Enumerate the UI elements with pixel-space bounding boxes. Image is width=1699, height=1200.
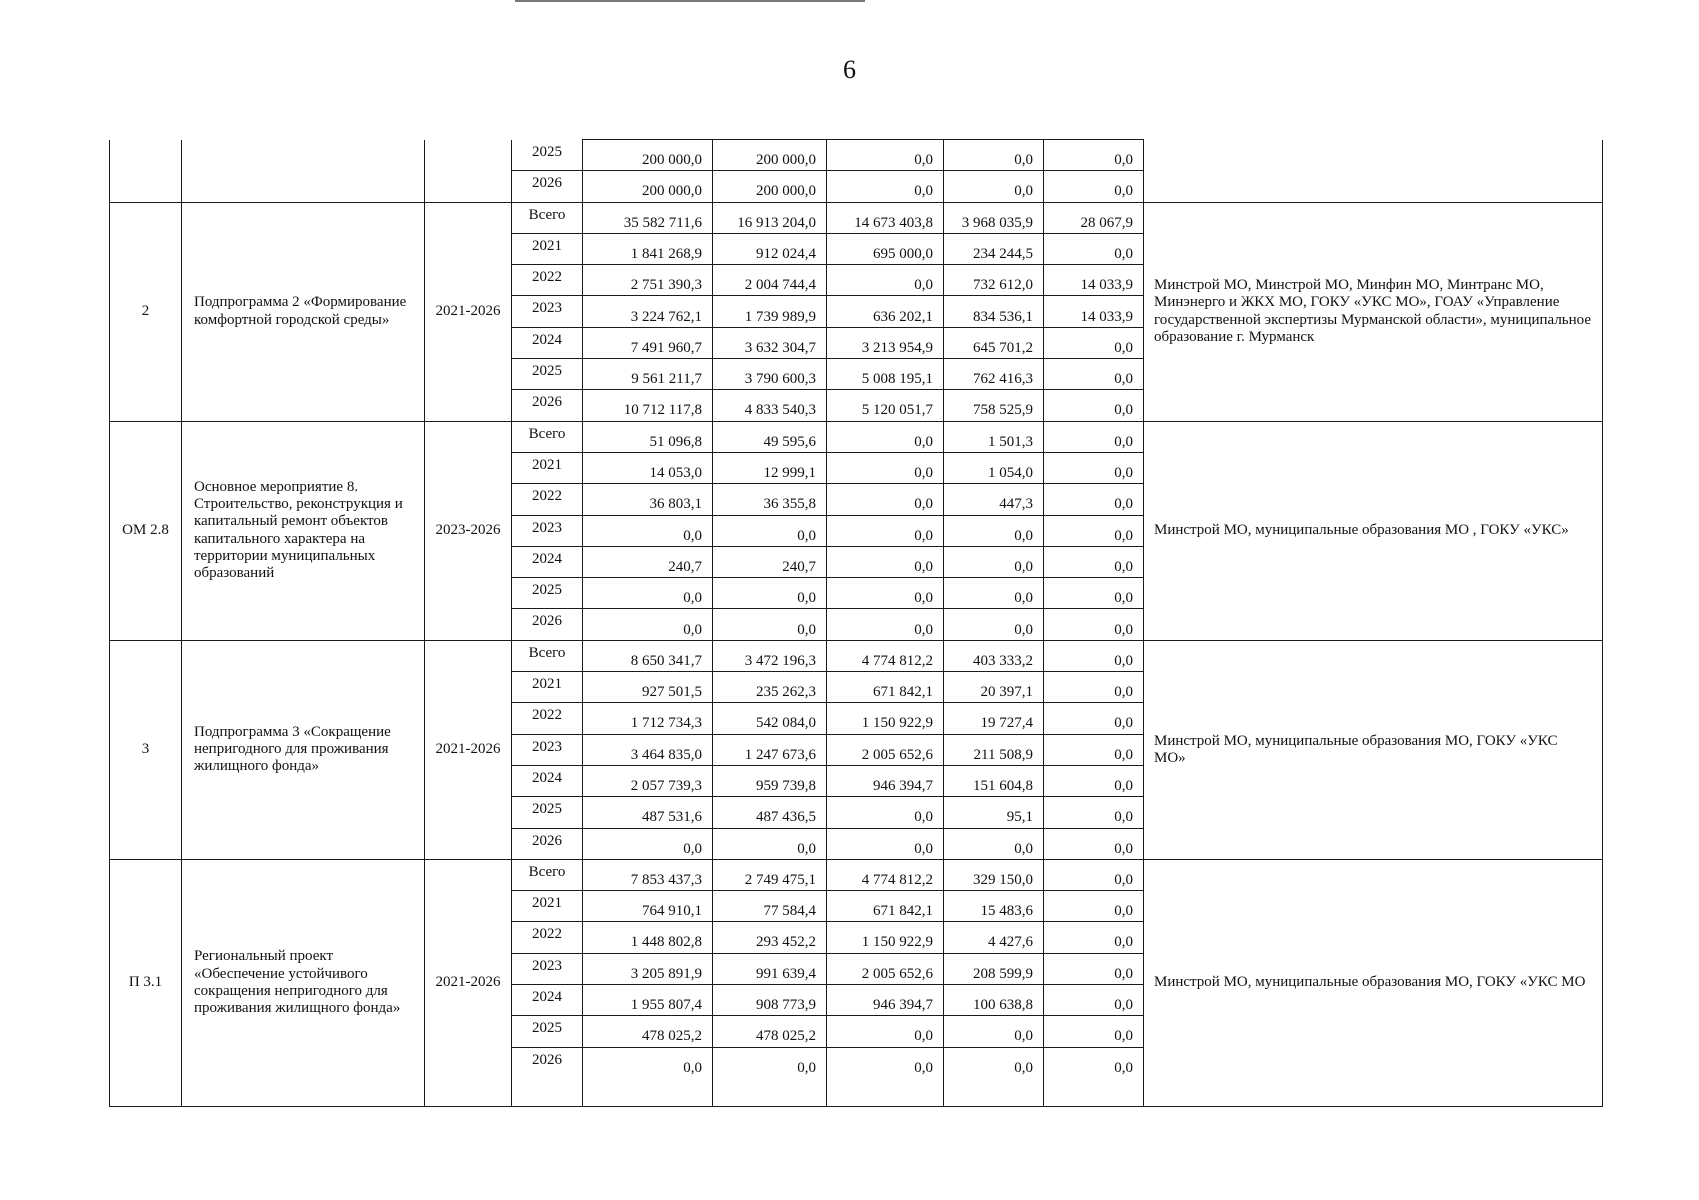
value-cell-2: 12 999,1 [713,452,827,483]
value-cell-5: 0,0 [1044,515,1144,546]
year-cell: 2022 [512,265,583,296]
value-cell-4: 0,0 [944,1047,1044,1078]
value-cell-5: 0,0 [1044,797,1144,828]
value-cell-3: 695 000,0 [827,233,944,264]
value-cell-4: 758 525,9 [944,390,1044,421]
value-cell-2: 0,0 [713,515,827,546]
value-cell-5: 28 067,9 [1044,202,1144,233]
value-cell-2: 3 632 304,7 [713,327,827,358]
value-cell-4: 1 054,0 [944,452,1044,483]
value-cell-4: 0,0 [944,171,1044,202]
table-row [110,202,1603,233]
value-cell-1: 8 650 341,7 [583,640,713,671]
value-cell-1: 1 841 268,9 [583,233,713,264]
value-cell-3: 0,0 [827,828,944,859]
value-cell-5: 0,0 [1044,233,1144,264]
value-cell-5: 0,0 [1044,452,1144,483]
value-cell-4: 0,0 [944,578,1044,609]
year-cell: 2022 [512,922,583,953]
value-cell-1: 0,0 [583,578,713,609]
value-cell-1: 7 853 437,3 [583,859,713,890]
value-cell-5: 0,0 [1044,953,1144,984]
value-cell-4: 1 501,3 [944,421,1044,452]
value-cell-3: 0,0 [827,797,944,828]
year-cell: 2024 [512,327,583,358]
spacer-cell [1044,1078,1144,1106]
top-rule [515,0,865,2]
value-cell-3: 0,0 [827,546,944,577]
value-cell-3: 671 842,1 [827,891,944,922]
value-cell-2: 235 262,3 [713,672,827,703]
value-cell-5: 0,0 [1044,390,1144,421]
implementation-period: 2021-2026 [425,640,512,859]
value-cell-5: 0,0 [1044,891,1144,922]
value-cell-3: 4 774 812,2 [827,640,944,671]
value-cell-2: 959 739,8 [713,765,827,796]
value-cell-3: 2 005 652,6 [827,953,944,984]
value-cell-4: 0,0 [944,1016,1044,1047]
value-cell-3: 1 150 922,9 [827,922,944,953]
value-cell-1: 200 000,0 [583,140,713,171]
value-cell-2: 16 913 204,0 [713,202,827,233]
year-cell: 2023 [512,734,583,765]
value-cell-2: 478 025,2 [713,1016,827,1047]
value-cell-3: 3 213 954,9 [827,327,944,358]
value-cell-4: 447,3 [944,484,1044,515]
value-cell-5: 0,0 [1044,765,1144,796]
executors: Минстрой МО, муниципальные образования МО , ГОКУ «УКС» [1144,421,1603,640]
year-cell: 2024 [512,985,583,1016]
value-cell-1: 0,0 [583,828,713,859]
value-cell-3: 946 394,7 [827,765,944,796]
value-cell-1: 10 712 117,8 [583,390,713,421]
name-cell [182,140,425,203]
year-cell: 2026 [512,609,583,640]
value-cell-5: 0,0 [1044,672,1144,703]
table-row [110,640,1603,671]
value-cell-4: 403 333,2 [944,640,1044,671]
year-cell: 2025 [512,578,583,609]
year-cell: 2026 [512,171,583,202]
value-cell-1: 7 491 960,7 [583,327,713,358]
spacer-cell [827,1078,944,1106]
value-cell-5: 0,0 [1044,734,1144,765]
value-cell-5: 0,0 [1044,140,1144,171]
value-cell-4: 0,0 [944,828,1044,859]
value-cell-1: 927 501,5 [583,672,713,703]
value-cell-3: 0,0 [827,265,944,296]
value-cell-1: 487 531,6 [583,797,713,828]
value-cell-4: 15 483,6 [944,891,1044,922]
program-name: Региональный проект «Обеспечение устойчивого сокращения непригодного для проживания жилищного фонда» [182,859,425,1106]
value-cell-1: 35 582 711,6 [583,202,713,233]
value-cell-3: 0,0 [827,484,944,515]
value-cell-3: 0,0 [827,171,944,202]
executors: Минстрой МО, муниципальные образования МО, ГОКУ «УКС МО» [1144,640,1603,859]
value-cell-3: 946 394,7 [827,985,944,1016]
value-cell-4: 329 150,0 [944,859,1044,890]
table-row [110,859,1603,890]
implementation-period: 2021-2026 [425,202,512,421]
value-cell-3: 0,0 [827,609,944,640]
year-cell: 2025 [512,359,583,390]
value-cell-3: 5 120 051,7 [827,390,944,421]
value-cell-4: 645 701,2 [944,327,1044,358]
row-number: П 3.1 [110,859,182,1106]
executors: Минстрой МО, муниципальные образования МО, ГОКУ «УКС МО [1144,859,1603,1106]
value-cell-4: 0,0 [944,515,1044,546]
value-cell-4: 3 968 035,9 [944,202,1044,233]
value-cell-3: 5 008 195,1 [827,359,944,390]
row-number: 2 [110,202,182,421]
value-cell-2: 0,0 [713,609,827,640]
value-cell-3: 4 774 812,2 [827,859,944,890]
value-cell-2: 49 595,6 [713,421,827,452]
value-cell-5: 0,0 [1044,922,1144,953]
value-cell-4: 95,1 [944,797,1044,828]
value-cell-2: 293 452,2 [713,922,827,953]
value-cell-1: 14 053,0 [583,452,713,483]
value-cell-1: 1 955 807,4 [583,985,713,1016]
implementation-period: 2021-2026 [425,859,512,1106]
value-cell-2: 912 024,4 [713,233,827,264]
value-cell-1: 9 561 211,7 [583,359,713,390]
value-cell-1: 0,0 [583,609,713,640]
value-cell-1: 1 448 802,8 [583,922,713,953]
program-name: Основное мероприятие 8. Строительство, реконструкция и капитальный ремонт объектов капитального характера на территории муниципальных образований [182,421,425,640]
value-cell-2: 200 000,0 [713,140,827,171]
value-cell-1: 51 096,8 [583,421,713,452]
value-cell-2: 240,7 [713,546,827,577]
value-cell-4: 4 427,6 [944,922,1044,953]
executors: Минстрой МО, Минстрой МО, Минфин МО, Минтранс МО, Минэнерго и ЖКХ МО, ГОКУ «УКС МО», ГОАУ «Управление государственной экспертизы Мурманской области», муниципальное образование г. Мурманск [1144,202,1603,421]
value-cell-3: 14 673 403,8 [827,202,944,233]
year-cell: 2025 [512,1016,583,1047]
value-cell-2: 542 084,0 [713,703,827,734]
year-cell: 2026 [512,1047,583,1078]
value-cell-1: 3 224 762,1 [583,296,713,327]
value-cell-1: 478 025,2 [583,1016,713,1047]
value-cell-4: 100 638,8 [944,985,1044,1016]
value-cell-3: 0,0 [827,1047,944,1078]
value-cell-5: 0,0 [1044,171,1144,202]
value-cell-2: 2 004 744,4 [713,265,827,296]
value-cell-1: 1 712 734,3 [583,703,713,734]
year-cell: 2025 [512,140,583,171]
value-cell-3: 0,0 [827,578,944,609]
value-cell-5: 0,0 [1044,859,1144,890]
program-name: Подпрограмма 2 «Формирование комфортной городской среды» [182,202,425,421]
value-cell-5: 0,0 [1044,640,1144,671]
row-number: ОМ 2.8 [110,421,182,640]
number-cell [110,140,182,203]
value-cell-4: 732 612,0 [944,265,1044,296]
value-cell-1: 0,0 [583,1047,713,1078]
year-cell: 2026 [512,828,583,859]
spacer-cell [944,1078,1044,1106]
value-cell-2: 3 472 196,3 [713,640,827,671]
year-cell: 2022 [512,484,583,515]
executor-cell [1144,140,1603,203]
program-name: Подпрограмма 3 «Сокращение непригодного для проживания жилищного фонда» [182,640,425,859]
year-cell: 2026 [512,390,583,421]
table-row [110,421,1603,452]
spacer-cell [583,1078,713,1106]
period-cell [425,140,512,203]
value-cell-2: 4 833 540,3 [713,390,827,421]
value-cell-2: 991 639,4 [713,953,827,984]
year-cell: 2022 [512,703,583,734]
value-cell-2: 200 000,0 [713,171,827,202]
implementation-period: 2023-2026 [425,421,512,640]
value-cell-1: 3 205 891,9 [583,953,713,984]
value-cell-4: 151 604,8 [944,765,1044,796]
value-cell-5: 14 033,9 [1044,265,1144,296]
year-cell: 2023 [512,515,583,546]
value-cell-1: 240,7 [583,546,713,577]
value-cell-5: 0,0 [1044,1047,1144,1078]
value-cell-5: 0,0 [1044,985,1144,1016]
value-cell-3: 0,0 [827,140,944,171]
value-cell-3: 0,0 [827,421,944,452]
year-cell: Всего [512,859,583,890]
value-cell-2: 0,0 [713,578,827,609]
value-cell-1: 2 751 390,3 [583,265,713,296]
value-cell-3: 0,0 [827,515,944,546]
value-cell-5: 14 033,9 [1044,296,1144,327]
value-cell-1: 200 000,0 [583,171,713,202]
value-cell-5: 0,0 [1044,484,1144,515]
value-cell-5: 0,0 [1044,703,1144,734]
year-cell: Всего [512,202,583,233]
value-cell-5: 0,0 [1044,327,1144,358]
year-cell: Всего [512,421,583,452]
value-cell-1: 764 910,1 [583,891,713,922]
value-cell-3: 0,0 [827,1016,944,1047]
value-cell-2: 36 355,8 [713,484,827,515]
value-cell-5: 0,0 [1044,421,1144,452]
value-cell-2: 77 584,4 [713,891,827,922]
value-cell-4: 0,0 [944,546,1044,577]
value-cell-3: 0,0 [827,452,944,483]
spacer-cell [512,1078,583,1106]
value-cell-2: 3 790 600,3 [713,359,827,390]
value-cell-2: 2 749 475,1 [713,859,827,890]
value-cell-1: 36 803,1 [583,484,713,515]
value-cell-4: 19 727,4 [944,703,1044,734]
year-cell: 2023 [512,296,583,327]
year-cell: Всего [512,640,583,671]
value-cell-2: 0,0 [713,828,827,859]
value-cell-4: 762 416,3 [944,359,1044,390]
value-cell-2: 1 739 989,9 [713,296,827,327]
value-cell-5: 0,0 [1044,359,1144,390]
year-cell: 2021 [512,891,583,922]
spacer-cell [713,1078,827,1106]
value-cell-5: 0,0 [1044,828,1144,859]
table-row [110,140,1603,171]
value-cell-2: 0,0 [713,1047,827,1078]
year-cell: 2021 [512,672,583,703]
value-cell-4: 211 508,9 [944,734,1044,765]
value-cell-4: 234 244,5 [944,233,1044,264]
year-cell: 2025 [512,797,583,828]
year-cell: 2021 [512,452,583,483]
value-cell-3: 1 150 922,9 [827,703,944,734]
budget-table [109,139,1603,1107]
value-cell-1: 3 464 835,0 [583,734,713,765]
value-cell-5: 0,0 [1044,578,1144,609]
value-cell-2: 1 247 673,6 [713,734,827,765]
value-cell-1: 0,0 [583,515,713,546]
value-cell-2: 908 773,9 [713,985,827,1016]
value-cell-2: 487 436,5 [713,797,827,828]
value-cell-5: 0,0 [1044,1016,1144,1047]
value-cell-4: 0,0 [944,609,1044,640]
value-cell-5: 0,0 [1044,546,1144,577]
year-cell: 2021 [512,233,583,264]
page-number: 6 [843,55,856,84]
value-cell-4: 0,0 [944,140,1044,171]
value-cell-1: 2 057 739,3 [583,765,713,796]
value-cell-3: 671 842,1 [827,672,944,703]
value-cell-4: 20 397,1 [944,672,1044,703]
year-cell: 2024 [512,765,583,796]
row-number: 3 [110,640,182,859]
value-cell-3: 636 202,1 [827,296,944,327]
value-cell-4: 834 536,1 [944,296,1044,327]
value-cell-5: 0,0 [1044,609,1144,640]
year-cell: 2024 [512,546,583,577]
year-cell: 2023 [512,953,583,984]
value-cell-4: 208 599,9 [944,953,1044,984]
value-cell-3: 2 005 652,6 [827,734,944,765]
